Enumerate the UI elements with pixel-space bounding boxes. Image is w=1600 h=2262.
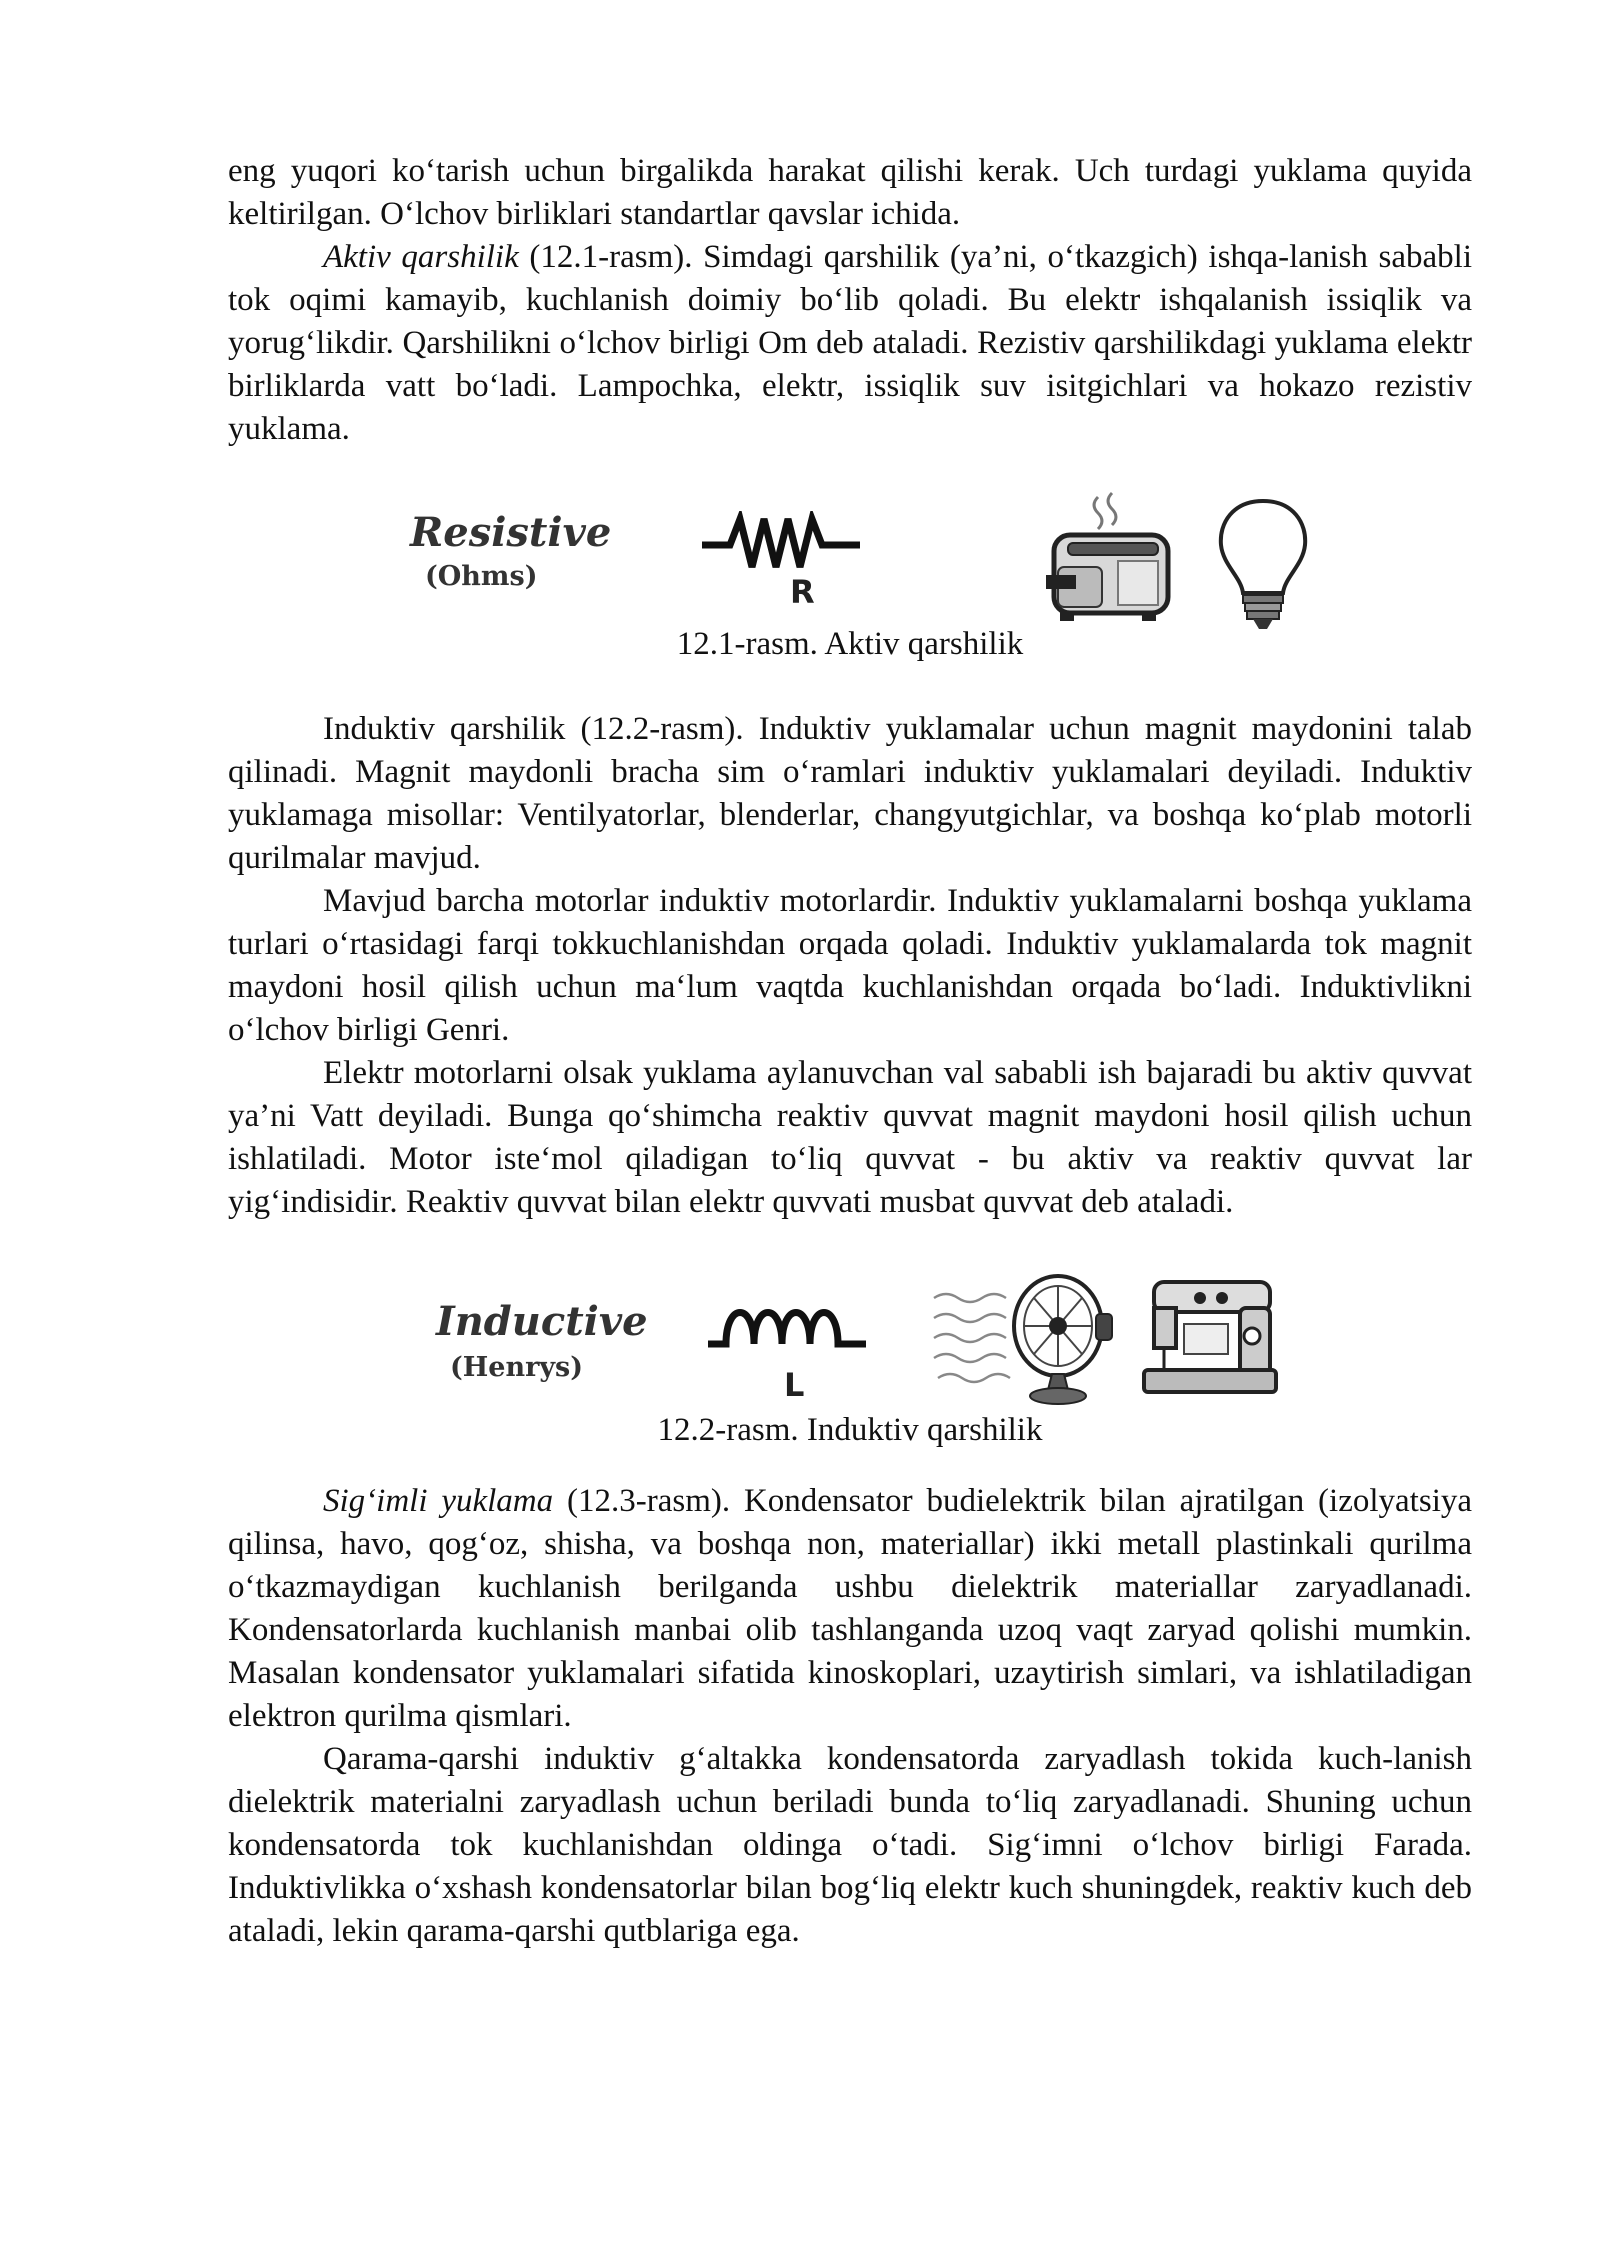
sewing-machine-icon bbox=[1140, 1272, 1280, 1402]
resistor-letter: R bbox=[790, 573, 815, 611]
figure-resistive-label: Resistive bbox=[410, 509, 612, 556]
figure-inductive-label: Inductive bbox=[436, 1298, 648, 1345]
figure-resistive-unit: (Ohms) bbox=[425, 561, 538, 592]
inductor-symbol-icon bbox=[706, 1296, 886, 1356]
paragraph-aktiv-text: (12.1-rasm). Simdagi qarshilik (ya’ni, o‘tkazgich) ishqa-lanish sababli tok oqimi kamayib, kuchlanish doimiy bo‘lib qoladi. Bu elektr ishqalanish issiqlik va yorug‘likdir. Qarshilikni o‘lchov birligi Om deb ataladi. Rezistiv qarshilikdagi yuklama elektr birliklarda vatt bo‘ladi. Lampochka, elektr, issiqlik suv isitgichlari va hokazo rezistiv yuklama. bbox=[228, 239, 1472, 447]
term-aktiv-qarshilik: Aktiv qarshilik bbox=[323, 239, 519, 275]
light-bulb-icon bbox=[1213, 497, 1313, 637]
figure-inductive-caption: 12.2-rasm. Induktiv qarshilik bbox=[657, 1412, 1043, 1448]
figure-inductive bbox=[228, 1264, 1472, 1409]
resistor-symbol-icon bbox=[700, 511, 890, 571]
page-content bbox=[228, 150, 1472, 1953]
toaster-icon bbox=[1038, 491, 1178, 631]
paragraph-induktiv-qarshilik: Induktiv qarshilik (12.2-rasm). Induktiv yuklamalar uchun magnit maydonini talab qilinadi. Magnit maydonli bracha sim o‘ramlari induktiv yuklamalari deyiladi. Induktiv yuklamaga misollar: Ventilyatorlar, blenderlar, changyutgichlar, va boshqa ko‘plab motorli qurilmalar mavjud. bbox=[228, 711, 1472, 876]
fan-icon bbox=[928, 1268, 1128, 1408]
paragraph-sigimli-text: (12.3-rasm). Kondensator budielektrik bilan ajratilgan (izolyatsiya qilinsa, havo, qog‘oz, shisha, va boshqa non, materiallar) ikki metall plastinkali qurilma o‘tkazmaydigan kuchlanish berilganda ushbu dielektrik materiallar zaryadlanadi. Kondensatorlarda kuchlanish manbai olib tashlanganda uzoq vaqt zaryad qolishi mumkin. Masalan kondensator yuklamalari sifatida kinoskoplari, uzaytirish simlari, va ishlatiladigan elektron qurilma qismlari. bbox=[228, 1483, 1473, 1734]
paragraph-aktiv-qarshilik bbox=[228, 236, 1472, 451]
paragraph-1: eng yuqori ko‘tarish uchun birgalikda harakat qilishi kerak. Uch turdagi yuklama quyida keltirilgan. O‘lchov birliklari standartlar qavslar ichida. bbox=[228, 153, 1472, 232]
term-sigimli-yuklama: Sig‘imli yuklama bbox=[323, 1483, 554, 1519]
paragraph-sigimli-yuklama bbox=[228, 1480, 1472, 1738]
inductor-letter: L bbox=[784, 1366, 805, 1404]
paragraph-qarama-qarshi: Qarama-qarshi induktiv g‘altakka kondensatorda zaryadlash tokida kuch-lanish dielektrik materialni zaryadlash uchun beriladi bunda to‘liq zaryadlanadi. Shuning uchun kondensatorda tok kuchlanishdan oldinga o‘tadi. Sig‘imni o‘lchov birligi Farada. Induktivlikka o‘xshash kondensatorlar bilan bog‘liq elektr kuch shuningdek, reaktiv kuch deb ataladi, lekin qarama-qarshi qutblariga ega. bbox=[228, 1741, 1472, 1949]
figure-inductive-unit: (Henrys) bbox=[450, 1352, 583, 1383]
paragraph-motorlar: Mavjud barcha motorlar induktiv motorlardir. Induktiv yuklamalarni boshqa yuklama turlari o‘rtasidagi farqi tokkuchlanishdan orqada qoladi. Induktiv yuklamalarda tok magnit maydoni hosil qilish uchun ma‘lum vaqtda kuchlanishdan orqada bo‘ladi. Induktivlikni o‘lchov birligi Genri. bbox=[228, 883, 1472, 1048]
paragraph-elektr-motorlar: Elektr motorlarni olsak yuklama aylanuvchan val sababli ish bajaradi bu aktiv quvvat ya’ni Vatt deyiladi. Bunga qo‘shimcha reaktiv quvvat magnit maydoni hosil qilish uchun ishlatiladi. Motor iste‘mol qiladigan to‘liq quvvat - bu aktiv va reaktiv quvvat lar yig‘indisidir. Reaktiv quvvat bilan elektr quvvati musbat quvvat deb ataladi. bbox=[228, 1055, 1472, 1220]
figure-resistive-caption: 12.1-rasm. Aktiv qarshilik bbox=[676, 626, 1024, 662]
figure-resistive bbox=[228, 491, 1472, 623]
